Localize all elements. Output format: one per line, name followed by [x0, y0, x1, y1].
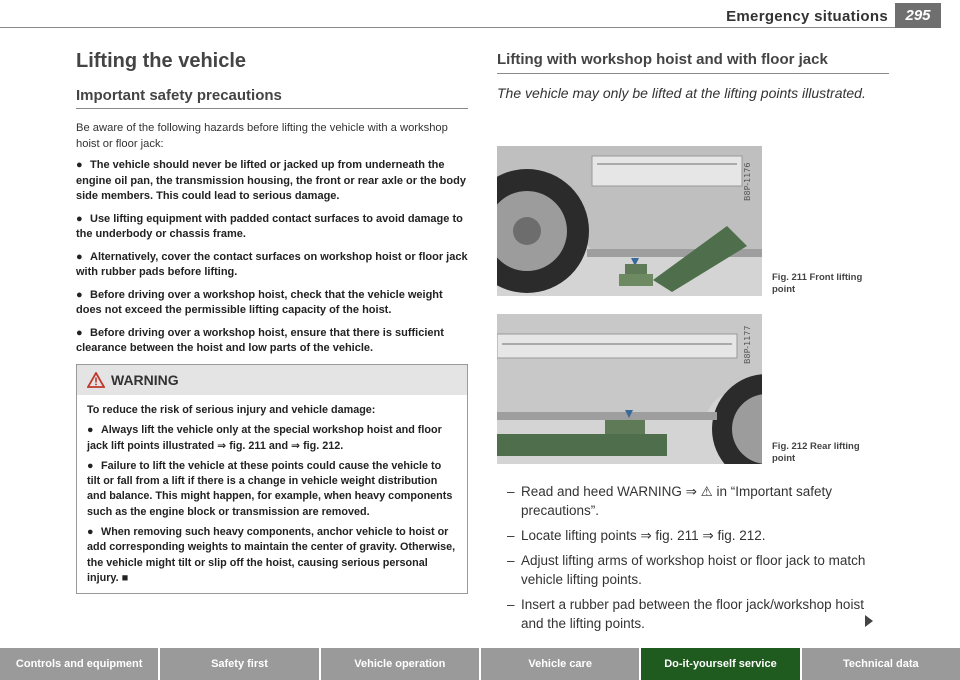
warning-item: ● Failure to lift the vehicle at these points could cause the vehicle to tilt or fall from a lift if there is a change in vehicle weight distribution and balance. This might happen, for example, when heavy components such as the engine block or transmission are removed.	[87, 459, 453, 518]
step-list	[507, 482, 887, 639]
page-title: Lifting the vehicle	[76, 50, 247, 72]
warning-header	[77, 365, 467, 395]
intro-paragraph: Be aware of the following hazards before lifting the vehicle with a workshop hoist or floor jack:	[76, 122, 448, 150]
figure-caption: Fig. 211 Front lifting point	[772, 272, 863, 295]
figure-code: B8P-1176	[743, 162, 752, 201]
page-header	[0, 0, 960, 30]
list-item: – Insert a rubber pad between the floor jack/workshop hoist and the lifting points.	[507, 597, 864, 631]
continue-arrow-icon	[865, 615, 873, 627]
tab-technical-data[interactable]: Technical data	[802, 648, 960, 680]
intro-italic: The vehicle may only be lifted at the lifting points illustrated.	[497, 85, 866, 101]
list-item: – Read and heed WARNING ⇒ ⚠ in “Important safety precautions”.	[507, 484, 833, 518]
warning-lead: To reduce the risk of serious injury and vehicle damage:	[87, 404, 376, 416]
section-heading-right: Lifting with workshop hoist and with floor jack	[497, 50, 889, 74]
tab-controls-and-equipment[interactable]: Controls and equipment	[0, 648, 158, 680]
warning-box	[76, 364, 468, 594]
warning-item: ● When removing such heavy components, anchor vehicle to hoist or add corresponding weights to maintain the center of gravity. Otherwise, the vehicle might tilt or slip off the hoist, causing serious personal injury. ■	[87, 526, 456, 584]
warning-label: WARNING	[111, 372, 179, 388]
figure-rear-lifting-point	[497, 314, 762, 464]
tab-vehicle-care[interactable]: Vehicle care	[481, 648, 639, 680]
bullet-item: ● Use lifting equipment with padded contact surfaces to avoid damage to the underbody or chassis frame.	[76, 212, 463, 240]
list-item: – Adjust lifting arms of workshop hoist or floor jack to match vehicle lifting points.	[507, 553, 866, 587]
bullet-item: ● Before driving over a workshop hoist, ensure that there is sufficient clearance between the hoist and low parts of the vehicle.	[76, 326, 444, 354]
tab-do-it-yourself-service[interactable]: Do-it-yourself service	[641, 648, 799, 680]
warning-triangle-icon	[87, 372, 105, 388]
right-column	[497, 50, 889, 103]
page-number: 295	[895, 3, 941, 28]
figure-caption: Fig. 212 Rear lifting point	[772, 441, 860, 464]
figure-code: B8P-1177	[743, 325, 752, 364]
tab-safety-first[interactable]: Safety first	[160, 648, 318, 680]
section-heading: Important safety precautions	[76, 87, 468, 109]
header-rule	[0, 27, 895, 28]
figure-front-lifting-point	[497, 146, 762, 296]
section-title: Emergency situations	[726, 8, 888, 25]
front-lifting-illustration	[497, 146, 762, 296]
left-column	[76, 50, 468, 364]
bullet-item: ● Alternatively, cover the contact surfaces on workshop hoist or floor jack with rubber pads before lifting.	[76, 250, 468, 278]
bullet-item: ● The vehicle should never be lifted or jacked up from underneath the engine oil pan, the transmission housing, the front or rear axle or the body side members. This could lead to serious damage.	[76, 159, 466, 202]
warning-item: ● Always lift the vehicle only at the special workshop hoist and floor jack lift points illustrated ⇒ fig. 211 and ⇒ fig. 212.	[87, 424, 442, 452]
rear-lifting-illustration	[497, 314, 762, 464]
list-item: – Locate lifting points ⇒ fig. 211 ⇒ fig. 212.	[507, 528, 766, 543]
tab-vehicle-operation[interactable]: Vehicle operation	[321, 648, 479, 680]
bullet-item: ● Before driving over a workshop hoist, check that the vehicle weight does not exceed the permissible lifting capacity of the hoist.	[76, 288, 443, 316]
chapter-nav	[0, 648, 960, 680]
